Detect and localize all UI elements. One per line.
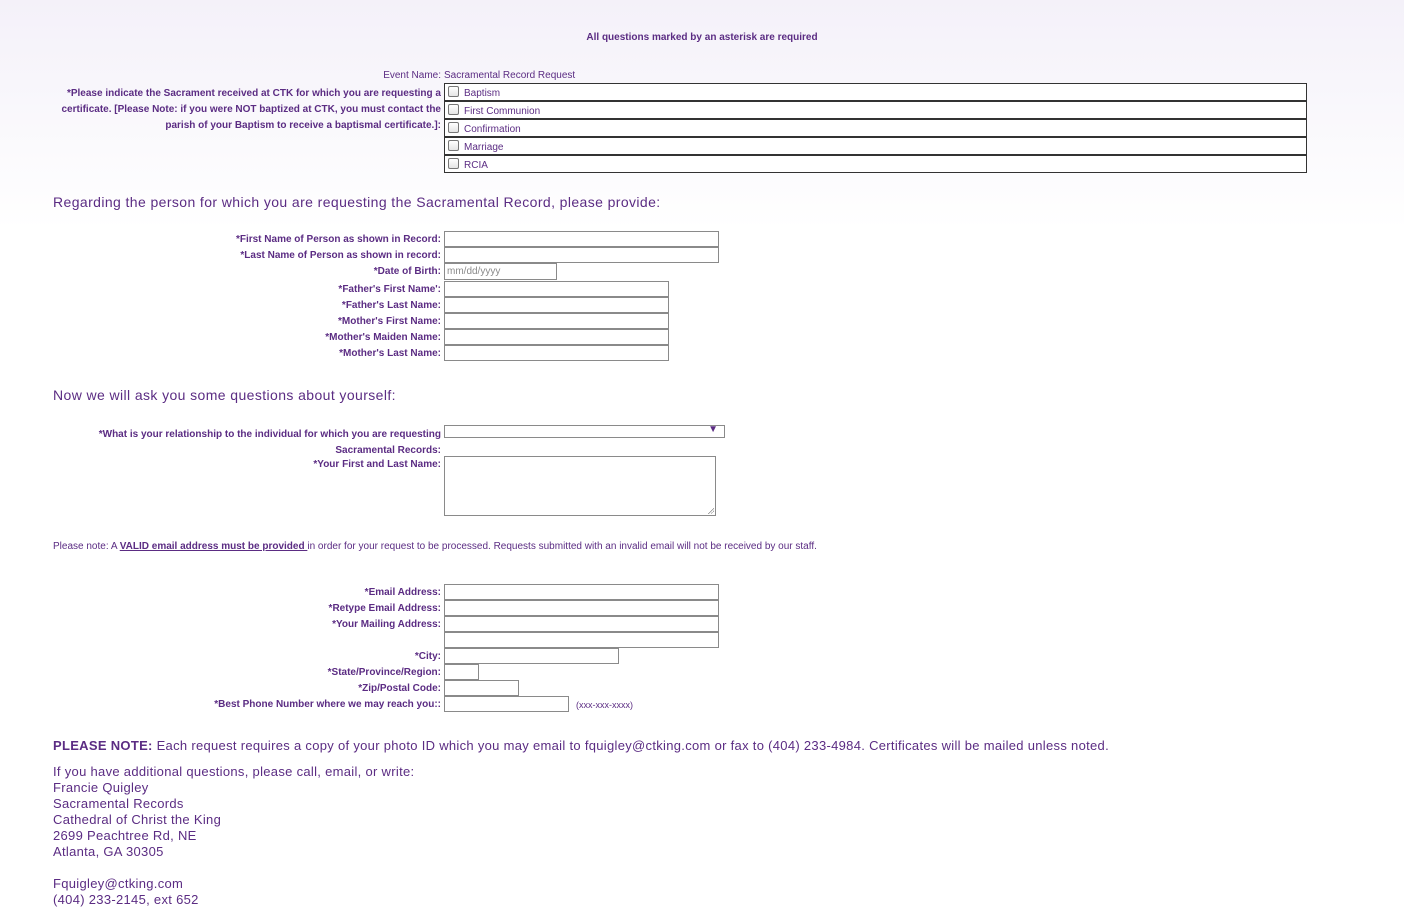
sacrament-option-marriage[interactable] (444, 137, 1307, 155)
sacrament-label-line-2: certificate. [Please Note: if you were NOT baptized at CTK, you must contact the (61, 104, 441, 115)
sacrament-option-first-communion[interactable] (444, 101, 1307, 119)
sacrament-option-rcia[interactable] (444, 155, 1307, 173)
email-input[interactable] (444, 584, 719, 600)
phone-format-hint: (xxx-xxx-xxxx) (576, 700, 633, 710)
contact-city-state: Atlanta, GA 30305 (53, 844, 164, 859)
retype-email-input[interactable] (444, 600, 719, 616)
please-note-label: PLEASE NOTE: (53, 738, 153, 753)
email-label: *Email Address: (364, 587, 441, 598)
mother-maiden-name-label: *Mother's Maiden Name: (325, 332, 441, 343)
contact-street: 2699 Peachtree Rd, NE (53, 828, 197, 843)
person-section-heading: Regarding the person for which you are requesting the Sacramental Record, please provide: (53, 194, 661, 210)
contact-department: Sacramental Records (53, 796, 184, 811)
event-name-label: Event Name: (383, 70, 441, 81)
contact-name: Francie Quigley (53, 780, 149, 795)
email-note-emphasis: VALID email address must be provided (119, 541, 308, 552)
mailing-address-label: *Your Mailing Address: (332, 619, 441, 630)
mailing-address-line1-input[interactable] (444, 616, 719, 632)
email-validity-note (53, 541, 817, 552)
email-note-suffix: in order for your request to be processed. Requests submitted with an invalid email will not be received by our staff. (307, 541, 817, 552)
baptism-checkbox[interactable] (448, 86, 459, 97)
first-communion-label: First Communion (464, 106, 541, 117)
relationship-label (99, 427, 441, 459)
person-last-name-label: *Last Name of Person as shown in record: (240, 250, 441, 261)
retype-email-label: *Retype Email Address: (328, 603, 441, 614)
dropdown-arrow-icon[interactable]: ▼ (708, 424, 718, 435)
sacrament-label-line-3: parish of your Baptism to receive a baptismal certificate.]: (165, 120, 441, 131)
person-first-name-input[interactable] (444, 231, 719, 247)
email-note-prefix: Please note: A (53, 541, 120, 552)
relationship-label-line-2: Sacramental Records: (335, 445, 441, 456)
dob-label: *Date of Birth: (373, 266, 441, 277)
father-last-name-label: *Father's Last Name: (341, 300, 441, 311)
mother-last-name-input[interactable] (444, 345, 669, 361)
rcia-label: RCIA (464, 160, 488, 171)
state-input[interactable] (444, 664, 479, 680)
your-name-textarea[interactable] (444, 456, 716, 516)
mother-last-name-label: *Mother's Last Name: (339, 348, 441, 359)
confirmation-checkbox[interactable] (448, 122, 459, 133)
resize-grip-icon[interactable] (707, 507, 714, 514)
sacrament-question-label (61, 86, 441, 134)
photo-id-note (53, 738, 1109, 754)
contact-intro: If you have additional questions, please call, email, or write: (53, 764, 415, 779)
person-first-name-label: *First Name of Person as shown in Record: (235, 234, 441, 245)
mother-first-name-label: *Mother's First Name: (338, 316, 441, 327)
father-first-name-input[interactable] (444, 281, 669, 297)
required-note: All questions marked by an asterisk are required (586, 32, 818, 43)
state-label: *State/Province/Region: (327, 667, 441, 678)
your-name-label: *Your First and Last Name: (313, 459, 441, 470)
please-note-text: Each request requires a copy of your photo ID which you may email to fquigley@ctking.com or fax to (404) 233-4984. Certificates will be mailed unless noted. (152, 738, 1109, 753)
sacrament-option-baptism[interactable] (444, 83, 1307, 101)
baptism-label: Baptism (464, 88, 501, 99)
relationship-select[interactable] (444, 425, 725, 438)
contact-phone: (404) 233-2145, ext 652 (53, 892, 199, 907)
father-first-name-label: *Father's First Name': (338, 284, 441, 295)
marriage-checkbox[interactable] (448, 140, 459, 151)
relationship-label-line-1: *What is your relationship to the individual for which you are requesting (98, 429, 441, 440)
dob-input[interactable] (444, 263, 557, 280)
father-last-name-input[interactable] (444, 297, 669, 313)
mother-first-name-input[interactable] (444, 313, 669, 329)
first-communion-checkbox[interactable] (448, 104, 459, 115)
marriage-label: Marriage (464, 142, 504, 153)
zip-input[interactable] (444, 680, 519, 696)
confirmation-label: Confirmation (464, 124, 521, 135)
contact-organization: Cathedral of Christ the King (53, 812, 222, 827)
event-name-value: Sacramental Record Request (444, 70, 576, 81)
phone-input[interactable] (444, 696, 569, 712)
contact-info-block (53, 764, 414, 908)
self-section-heading: Now we will ask you some questions about yourself: (53, 387, 396, 403)
sacrament-label-line-1: *Please indicate the Sacrament received at CTK for which you are requesting a (66, 88, 441, 99)
contact-email: Fquigley@ctking.com (53, 876, 184, 891)
mailing-address-line2-input[interactable] (444, 632, 719, 648)
person-last-name-input[interactable] (444, 247, 719, 263)
sacrament-option-confirmation[interactable] (444, 119, 1307, 137)
mother-maiden-name-input[interactable] (444, 329, 669, 345)
zip-label: *Zip/Postal Code: (358, 683, 441, 694)
city-input[interactable] (444, 648, 619, 664)
city-label: *City: (414, 651, 441, 662)
rcia-checkbox[interactable] (448, 158, 459, 169)
phone-label: *Best Phone Number where we may reach you:: (214, 699, 441, 710)
dob-placeholder: mm/dd/yyyy (447, 266, 501, 277)
